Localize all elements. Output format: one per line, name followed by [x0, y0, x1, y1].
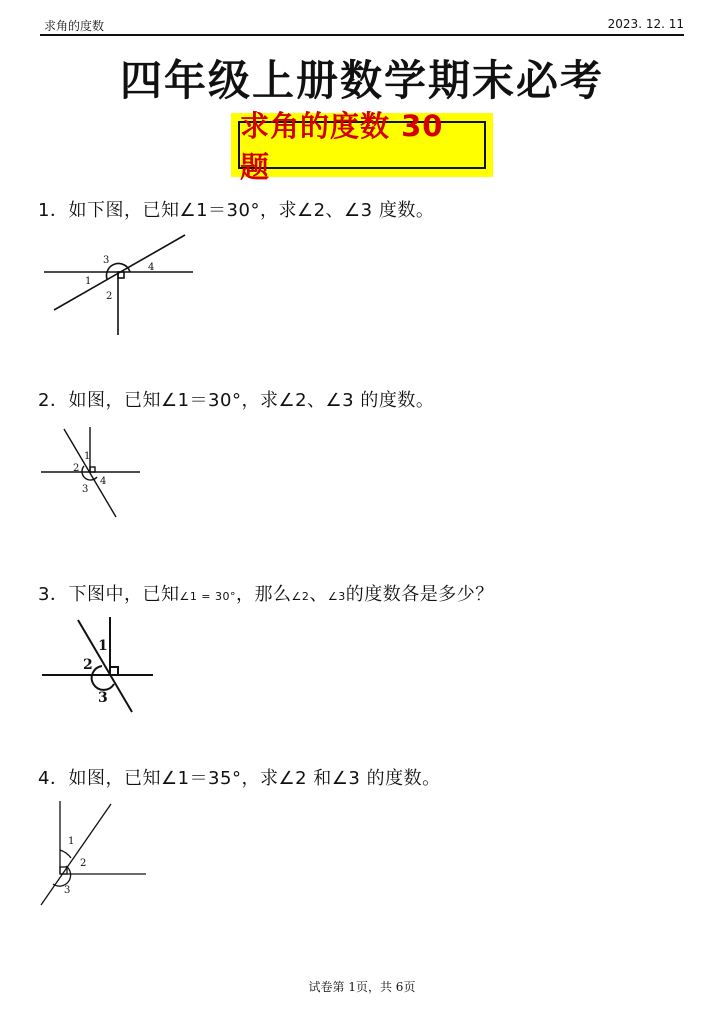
- q3-label-1: 1: [98, 638, 108, 654]
- page-title: 四年级上册数学期末必考: [119, 56, 604, 105]
- q3-right-angle-mark: [110, 667, 118, 675]
- q3-label-3: 3: [98, 690, 108, 706]
- question-3-text: [38, 580, 494, 606]
- q3-text-c: 、: [309, 584, 328, 605]
- q1-label-2: 2: [106, 291, 113, 302]
- header-left-text: 求角的度数: [44, 19, 105, 33]
- q4-label-1: 1: [68, 836, 75, 847]
- question-3-figure: [40, 614, 165, 714]
- q2-right-angle-mark: [90, 467, 95, 472]
- q3-angle-2: ∠2: [291, 590, 310, 603]
- q4-label-2: 2: [80, 858, 87, 869]
- q4-slanted-line: [41, 804, 111, 905]
- header-rule: [40, 34, 684, 36]
- subtitle-frame: [238, 109, 486, 184]
- question-1-figure: [40, 232, 200, 337]
- q1-label-1: 1: [85, 276, 92, 287]
- header-date: 2023. 12. 11: [607, 17, 684, 31]
- q4-label-3: 3: [64, 885, 71, 896]
- q2-label-4: 4: [100, 476, 107, 487]
- q3-given-angle: ∠1 = 30°: [179, 590, 237, 603]
- q3-text-d: 的度数各是多少？: [345, 584, 494, 605]
- q3-angle-3: ∠3: [327, 590, 346, 603]
- q3-text-b: ，那么: [236, 584, 292, 605]
- q1-label-3: 3: [103, 255, 110, 266]
- question-4-text: 4．如图，已知∠1＝35°，求∠2 和∠3 的度数。: [38, 768, 441, 789]
- subtitle-banner: [231, 109, 493, 184]
- question-4-figure: [38, 798, 153, 908]
- question-2-figure: [40, 426, 150, 518]
- q3-label-2: 2: [83, 657, 93, 673]
- q2-label-2: 2: [73, 463, 80, 474]
- q3-text-a: 3．下图中，已知: [38, 584, 180, 605]
- q4-angle-arc-upper: [60, 850, 71, 858]
- question-2-text: 2．如图，已知∠1＝30°，求∠2、∠3 的度数。: [38, 390, 435, 411]
- q2-label-3: 3: [82, 484, 89, 495]
- q2-label-1: 1: [84, 451, 91, 462]
- q1-label-4: 4: [148, 262, 155, 273]
- question-1-text: 1．如下图，已知∠1＝30°，求∠2、∠3 度数。: [38, 200, 435, 221]
- subtitle-text: 求角的度数 30 题: [240, 109, 444, 184]
- page-footer: 试卷第 1页，共 6页: [308, 980, 416, 994]
